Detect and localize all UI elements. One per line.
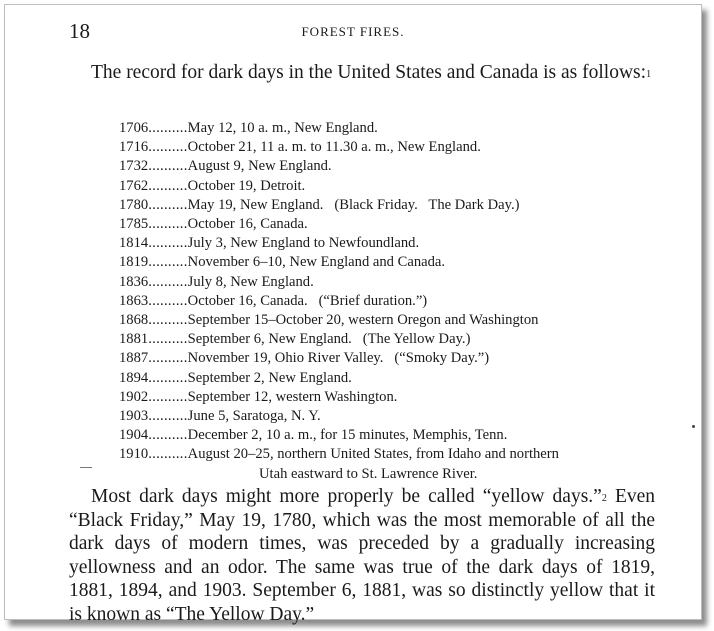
record-item xyxy=(119,407,689,426)
record-text: November 19, Ohio River Valley. (“Smoky Day.”) xyxy=(187,350,490,367)
intro-paragraph xyxy=(69,60,655,85)
page-header xyxy=(5,19,701,43)
record-text: July 8, New England. xyxy=(187,273,314,290)
page-number: 18 xyxy=(69,19,90,43)
record-leader-dots: .......... xyxy=(148,120,188,136)
record-year: 1894 xyxy=(119,369,149,386)
record-text: December 2, 10 a. m., for 15 minutes, Memphis, Tenn. xyxy=(187,427,508,444)
record-leader-dots: .......... xyxy=(148,331,188,348)
record-text: November 6–10, New England and Canada. xyxy=(187,254,446,271)
record-leader-dots: .......... xyxy=(148,427,188,444)
record-year: 1910 xyxy=(119,446,149,463)
record-item xyxy=(119,234,689,253)
record-item xyxy=(119,388,689,407)
body-paragraph xyxy=(69,485,655,626)
intro-text: The record for dark days in the United States and Canada is as follows: xyxy=(91,62,647,83)
record-year: 1716 xyxy=(119,139,149,156)
record-text: May 12, 10 a. m., New England. xyxy=(187,120,378,136)
record-leader-dots: .......... xyxy=(148,350,188,367)
record-item xyxy=(119,177,689,196)
record-year: 1881 xyxy=(119,331,149,348)
record-year: 1762 xyxy=(119,177,149,194)
record-year: 1706 xyxy=(119,120,149,136)
record-text: July 3, New England to Newfoundland. xyxy=(187,235,420,252)
record-item xyxy=(119,253,689,272)
record-leader-dots: .......... xyxy=(148,139,188,156)
record-item xyxy=(119,369,689,388)
record-text-continuation: Utah eastward to St. Lawrence River. xyxy=(259,465,478,482)
record-leader-dots: .......... xyxy=(148,254,188,271)
record-item xyxy=(119,138,689,157)
record-year: 1903 xyxy=(119,408,149,425)
record-item xyxy=(119,215,689,234)
record-item xyxy=(119,273,689,292)
record-year: 1902 xyxy=(119,388,149,405)
print-speck xyxy=(692,425,695,428)
record-year: 1868 xyxy=(119,312,149,329)
record-item xyxy=(119,119,689,138)
book-page xyxy=(4,4,702,625)
record-text: October 16, Canada. xyxy=(187,216,308,233)
record-text: May 19, New England. (Black Friday. The Dark Day.) xyxy=(187,196,520,213)
record-year: 1904 xyxy=(119,427,149,444)
body-text-rest: Even “Black Friday,” May 19, 1780, which was the most memorable of all the dark days of modern times, was preceded by a gradually increasing yellowness and an odor. The same was true of the dark days of 1819, 1881, 1894, and 1903. September 6, 1881, was so distinctly yellow that it is known as “The Yellow Day.” xyxy=(69,486,656,625)
record-leader-dots: .......... xyxy=(148,312,188,329)
body-text-start: Most dark days might more properly be called “yellow days.” xyxy=(91,486,602,507)
margin-mark xyxy=(80,467,92,468)
record-text: October 19, Detroit. xyxy=(187,177,306,194)
record-leader-dots: .......... xyxy=(148,273,188,290)
record-text: October 16, Canada. (“Brief duration.”) xyxy=(187,292,428,309)
record-text: September 2, New England. xyxy=(187,369,352,386)
record-item xyxy=(119,292,689,311)
record-leader-dots: .......... xyxy=(148,408,188,425)
record-leader-dots: .......... xyxy=(148,235,188,252)
record-item xyxy=(119,311,689,330)
record-year: 1887 xyxy=(119,350,149,367)
dark-days-list xyxy=(119,119,689,484)
record-text: October 21, 11 a. m. to 11.30 a. m., New England. xyxy=(187,139,481,156)
record-year: 1814 xyxy=(119,235,149,252)
footnote-ref-1: 1 xyxy=(646,69,652,80)
running-title: FOREST FIRES. xyxy=(301,24,405,39)
record-year: 1785 xyxy=(119,216,149,233)
footnote-ref-2: 2 xyxy=(601,493,607,504)
record-text: September 15–October 20, western Oregon and Washington xyxy=(187,312,539,329)
record-year: 1780 xyxy=(119,196,149,213)
record-leader-dots: .......... xyxy=(148,388,188,405)
record-item xyxy=(119,196,689,215)
record-leader-dots: .......... xyxy=(148,177,188,194)
record-leader-dots: .......... xyxy=(148,369,188,386)
record-text: September 6, New England. (The Yellow Day.) xyxy=(187,331,471,348)
record-year: 1732 xyxy=(119,158,149,175)
record-year: 1819 xyxy=(119,254,149,271)
record-year: 1863 xyxy=(119,292,149,309)
record-item xyxy=(119,157,689,176)
record-item xyxy=(119,445,689,483)
record-text: June 5, Saratoga, N. Y. xyxy=(187,408,321,425)
record-text: September 12, western Washington. xyxy=(187,388,398,405)
record-leader-dots: .......... xyxy=(148,158,188,175)
record-leader-dots: .......... xyxy=(148,446,188,463)
record-item xyxy=(119,330,689,349)
record-text: August 9, New England. xyxy=(187,158,332,175)
record-item xyxy=(119,349,689,368)
record-text: August 20–25, northern United States, from Idaho and northern xyxy=(187,446,559,463)
record-year: 1836 xyxy=(119,273,149,290)
record-leader-dots: .......... xyxy=(148,292,188,309)
record-item xyxy=(119,426,689,445)
record-leader-dots: .......... xyxy=(148,216,188,233)
record-leader-dots: .......... xyxy=(148,196,188,213)
